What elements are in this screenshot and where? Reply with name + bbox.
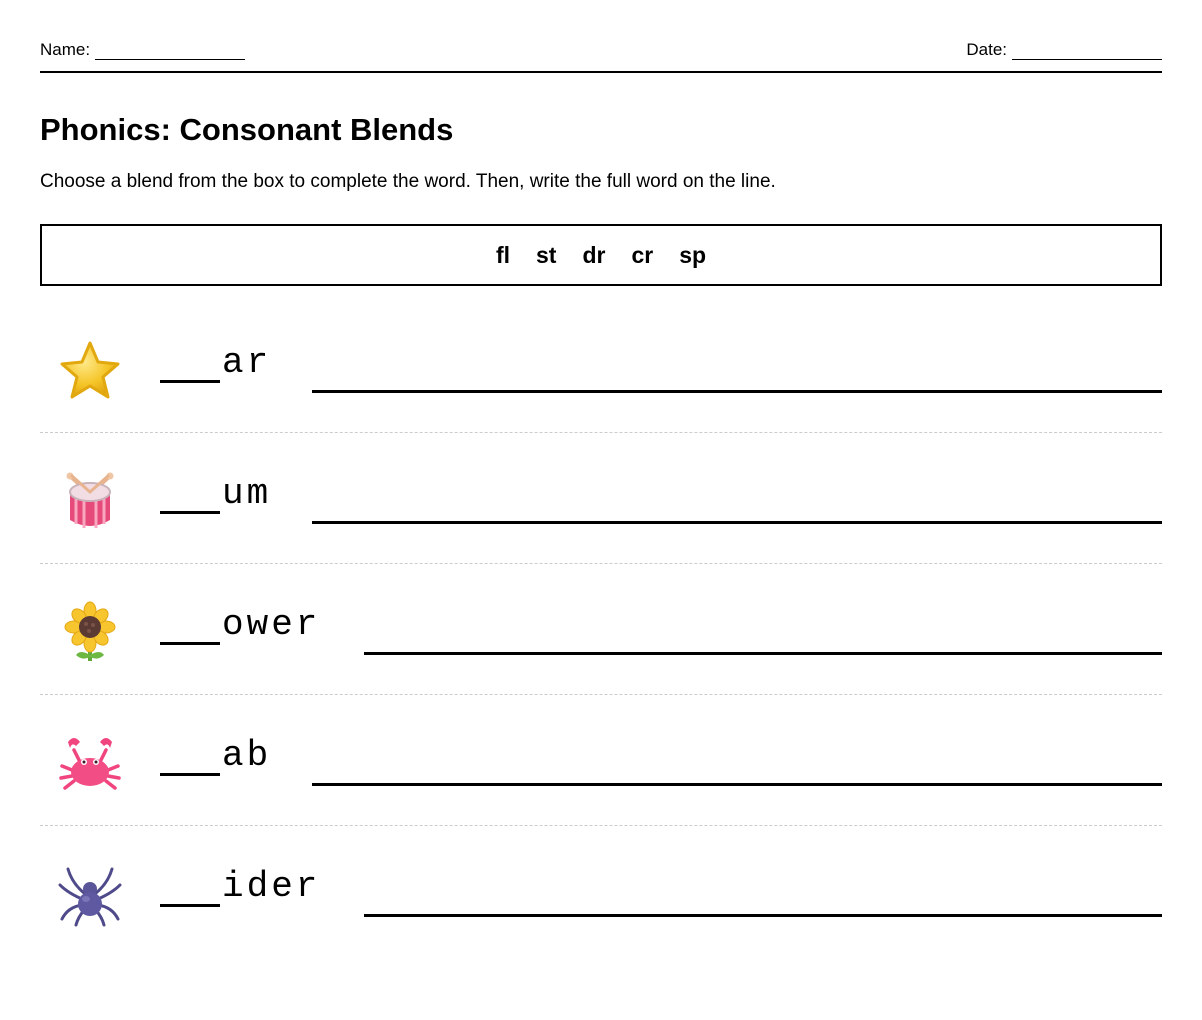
star-icon: [58, 339, 122, 403]
name-field: [40, 40, 245, 60]
word-puzzle: [160, 605, 320, 645]
word-puzzle: [160, 867, 320, 907]
blend-option: st: [536, 241, 557, 268]
drum-icon: [58, 470, 122, 534]
exercise-row: [40, 301, 1162, 433]
exercise-row: [40, 694, 1162, 826]
answer-line[interactable]: [364, 652, 1162, 655]
instructions-text: Choose a blend from the box to complete the word. Then, write the full word on the line.: [40, 171, 776, 192]
date-field: [966, 40, 1162, 60]
sunflower-icon: [58, 601, 122, 665]
blend-blank[interactable]: [160, 344, 220, 383]
blend-blank[interactable]: [160, 737, 220, 776]
spider-icon: [58, 863, 122, 927]
worksheet-header: [40, 38, 1162, 73]
word-ending: ider: [222, 866, 321, 907]
word-ending: ower: [222, 604, 321, 645]
name-line[interactable]: [95, 45, 245, 60]
crab-icon: [58, 732, 122, 796]
exercise-row: [40, 432, 1162, 564]
blend-blank[interactable]: [160, 868, 220, 907]
blend-blank[interactable]: [160, 475, 220, 514]
blend-option: cr: [631, 241, 654, 268]
answer-line[interactable]: [312, 521, 1162, 524]
name-label: Name:: [40, 40, 91, 59]
page-title: Phonics: Consonant Blends: [40, 112, 454, 147]
date-label: Date:: [966, 40, 1007, 59]
blend-option: dr: [582, 241, 606, 268]
word-puzzle: [160, 474, 271, 514]
exercise-row: [40, 825, 1162, 956]
blend-word-box: [40, 224, 1162, 286]
blend-option: sp: [679, 241, 707, 268]
answer-line[interactable]: [364, 914, 1162, 917]
word-ending: um: [222, 473, 272, 514]
blend-blank[interactable]: [160, 606, 220, 645]
word-ending: ab: [222, 735, 272, 776]
date-line[interactable]: [1012, 45, 1162, 60]
word-puzzle: [160, 736, 271, 776]
exercise-row: [40, 563, 1162, 695]
word-ending: ar: [222, 342, 272, 383]
answer-line[interactable]: [312, 390, 1162, 393]
blend-option: fl: [495, 241, 510, 268]
word-puzzle: [160, 343, 271, 383]
answer-line[interactable]: [312, 783, 1162, 786]
